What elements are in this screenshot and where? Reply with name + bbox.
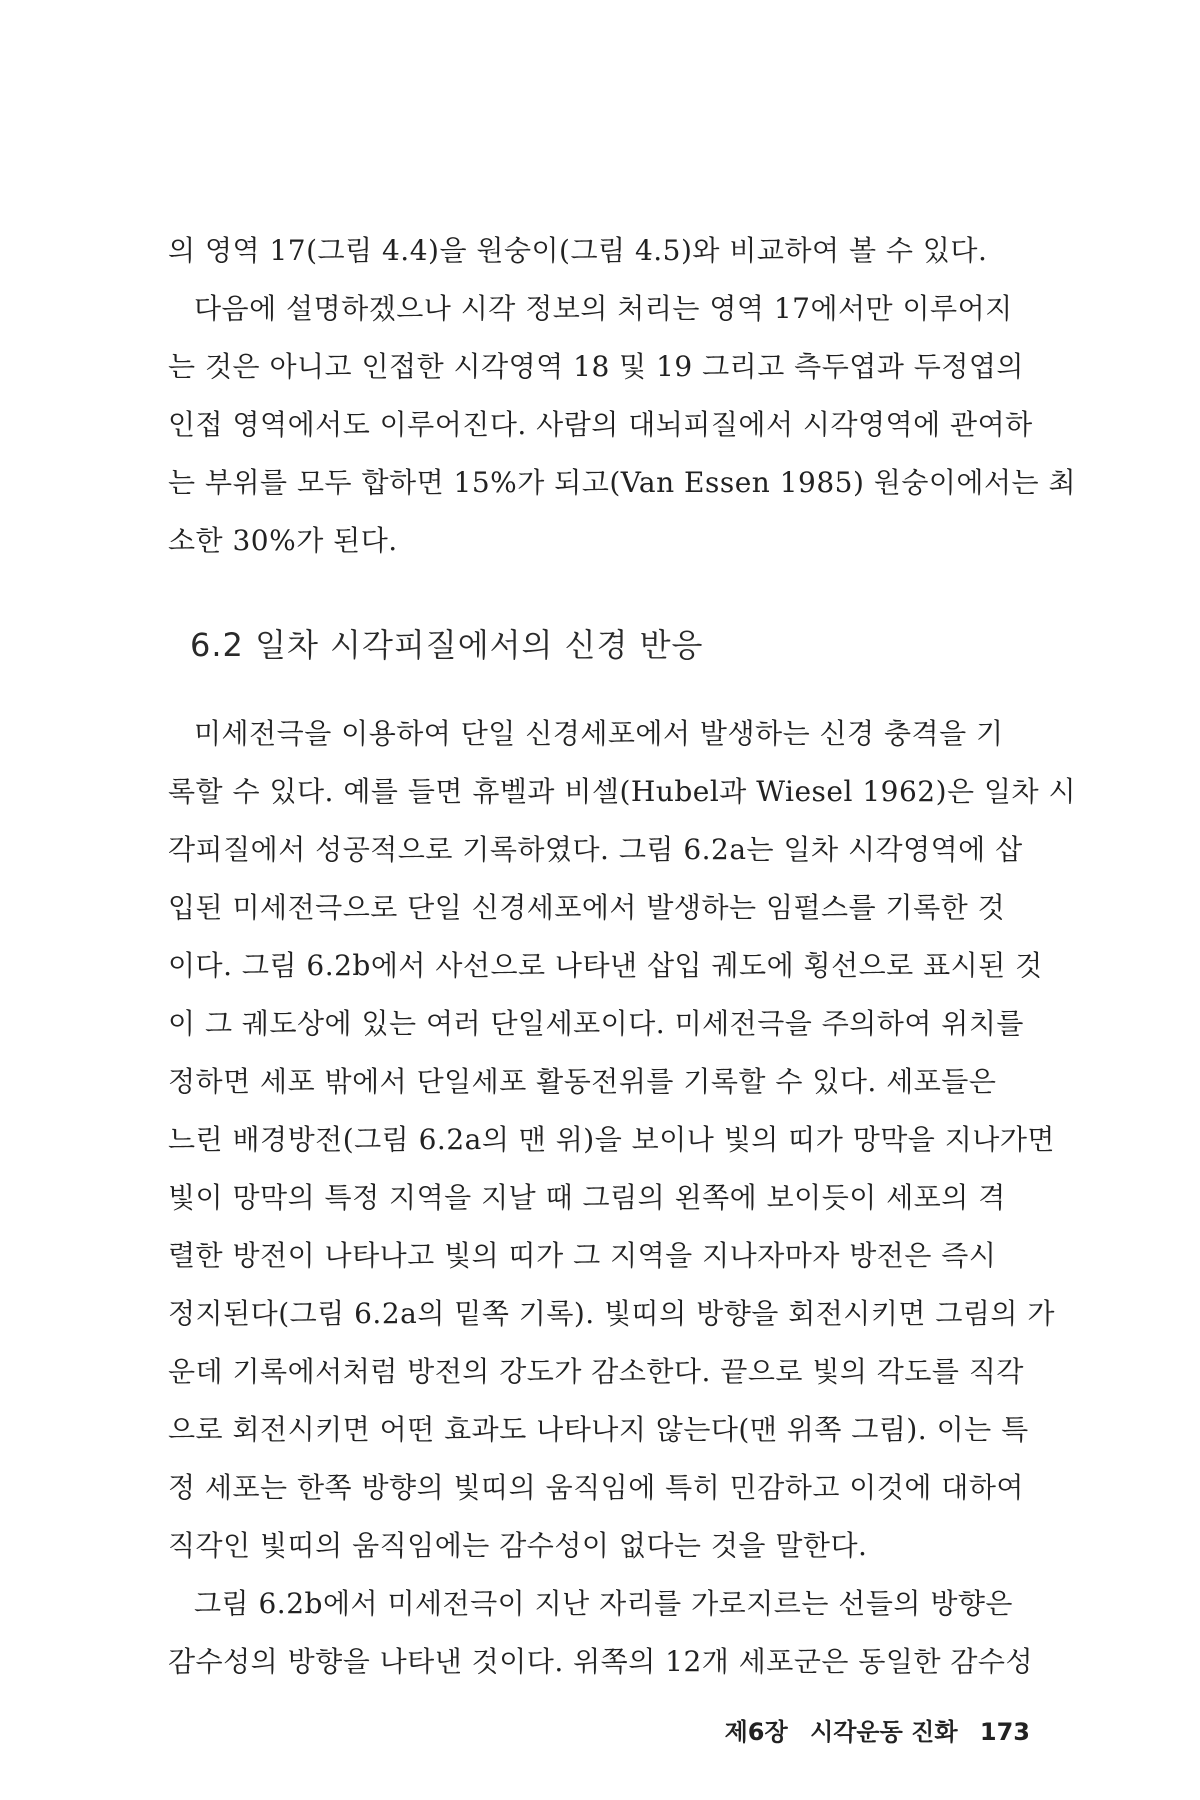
page-footer [725,1712,1030,1747]
text-line: 정지된다(그림 6.2a의 밑쪽 기록). 빛띠의 방향을 회전시키면 그림의 가 [168,1297,1055,1330]
text-line: 그림 6.2b에서 미세전극이 지난 자리를 가로지르는 선들의 방향은 [194,1587,1013,1620]
text-line: 는 부위를 모두 합하면 15%가 되고(Van Essen 1985) 원숭이에서는 최 [168,466,1077,499]
text-line: 각피질에서 성공적으로 기록하였다. 그림 6.2a는 일차 시각영역에 삽 [168,833,1023,866]
text-line: 빛이 망막의 특정 지역을 지날 때 그림의 왼쪽에 보이듯이 세포의 격 [168,1181,1006,1214]
text-line: 록할 수 있다. 예를 들면 휴벨과 비셀(Hubel과 Wiesel 1962)은 일차 시 [168,775,1077,808]
text-line: 운데 기록에서처럼 방전의 강도가 감소한다. 끝으로 빛의 각도를 직각 [168,1355,1024,1388]
text-line: 이다. 그림 6.2b에서 사선으로 나타낸 삽입 궤도에 횡선으로 표시된 것 [168,949,1043,982]
section-body [168,705,1077,1691]
section-heading: 6.2 일차 시각피질에서의 신경 반응 [190,626,704,664]
text-line: 인접 영역에서도 이루어진다. 사람의 대뇌피질에서 시각영역에 관여하 [168,408,1033,441]
text-line: 감수성의 방향을 나타낸 것이다. 위쪽의 12개 세포군은 동일한 감수성 [168,1645,1034,1678]
text-line: 직각인 빛띠의 움직임에는 감수성이 없다는 것을 말한다. [168,1529,868,1562]
text-line: 의 영역 17(그림 4.4)을 원숭이(그림 4.5)와 비교하여 볼 수 있다. [168,234,988,267]
paragraph-continued [168,222,1077,570]
text-line: 미세전극을 이용하여 단일 신경세포에서 발생하는 신경 충격을 기 [194,717,1004,750]
footer-chapter: 제6장 [724,1718,788,1746]
text-line: 입된 미세전극으로 단일 신경세포에서 발생하는 임펄스를 기록한 것 [168,891,1006,924]
text-line: 정 세포는 한쪽 방향의 빛띠의 움직임에 특히 민감하고 이것에 대하여 [168,1471,1024,1504]
page-number: 173 [979,1718,1030,1746]
footer-chapter-title: 시각운동 진화 [810,1718,958,1746]
text-line: 소한 30%가 된다. [168,524,398,557]
text-line: 정하면 세포 밖에서 단일세포 활동전위를 기록할 수 있다. 세포들은 [168,1065,997,1098]
text-line: 느린 배경방전(그림 6.2a의 맨 위)을 보이나 빛의 띠가 망막을 지나가면 [168,1123,1055,1156]
text-line: 으로 회전시키면 어떤 효과도 나타나지 않는다(맨 위쪽 그림). 이는 특 [168,1413,1029,1446]
text-line: 렬한 방전이 나타나고 빛의 띠가 그 지역을 지나자마자 방전은 즉시 [168,1239,997,1272]
text-line: 는 것은 아니고 인접한 시각영역 18 및 19 그리고 측두엽과 두정엽의 [168,350,1024,383]
text-line: 다음에 설명하겠으나 시각 정보의 처리는 영역 17에서만 이루어지 [194,292,1013,325]
text-line: 이 그 궤도상에 있는 여러 단일세포이다. 미세전극을 주의하여 위치를 [168,1007,1024,1040]
